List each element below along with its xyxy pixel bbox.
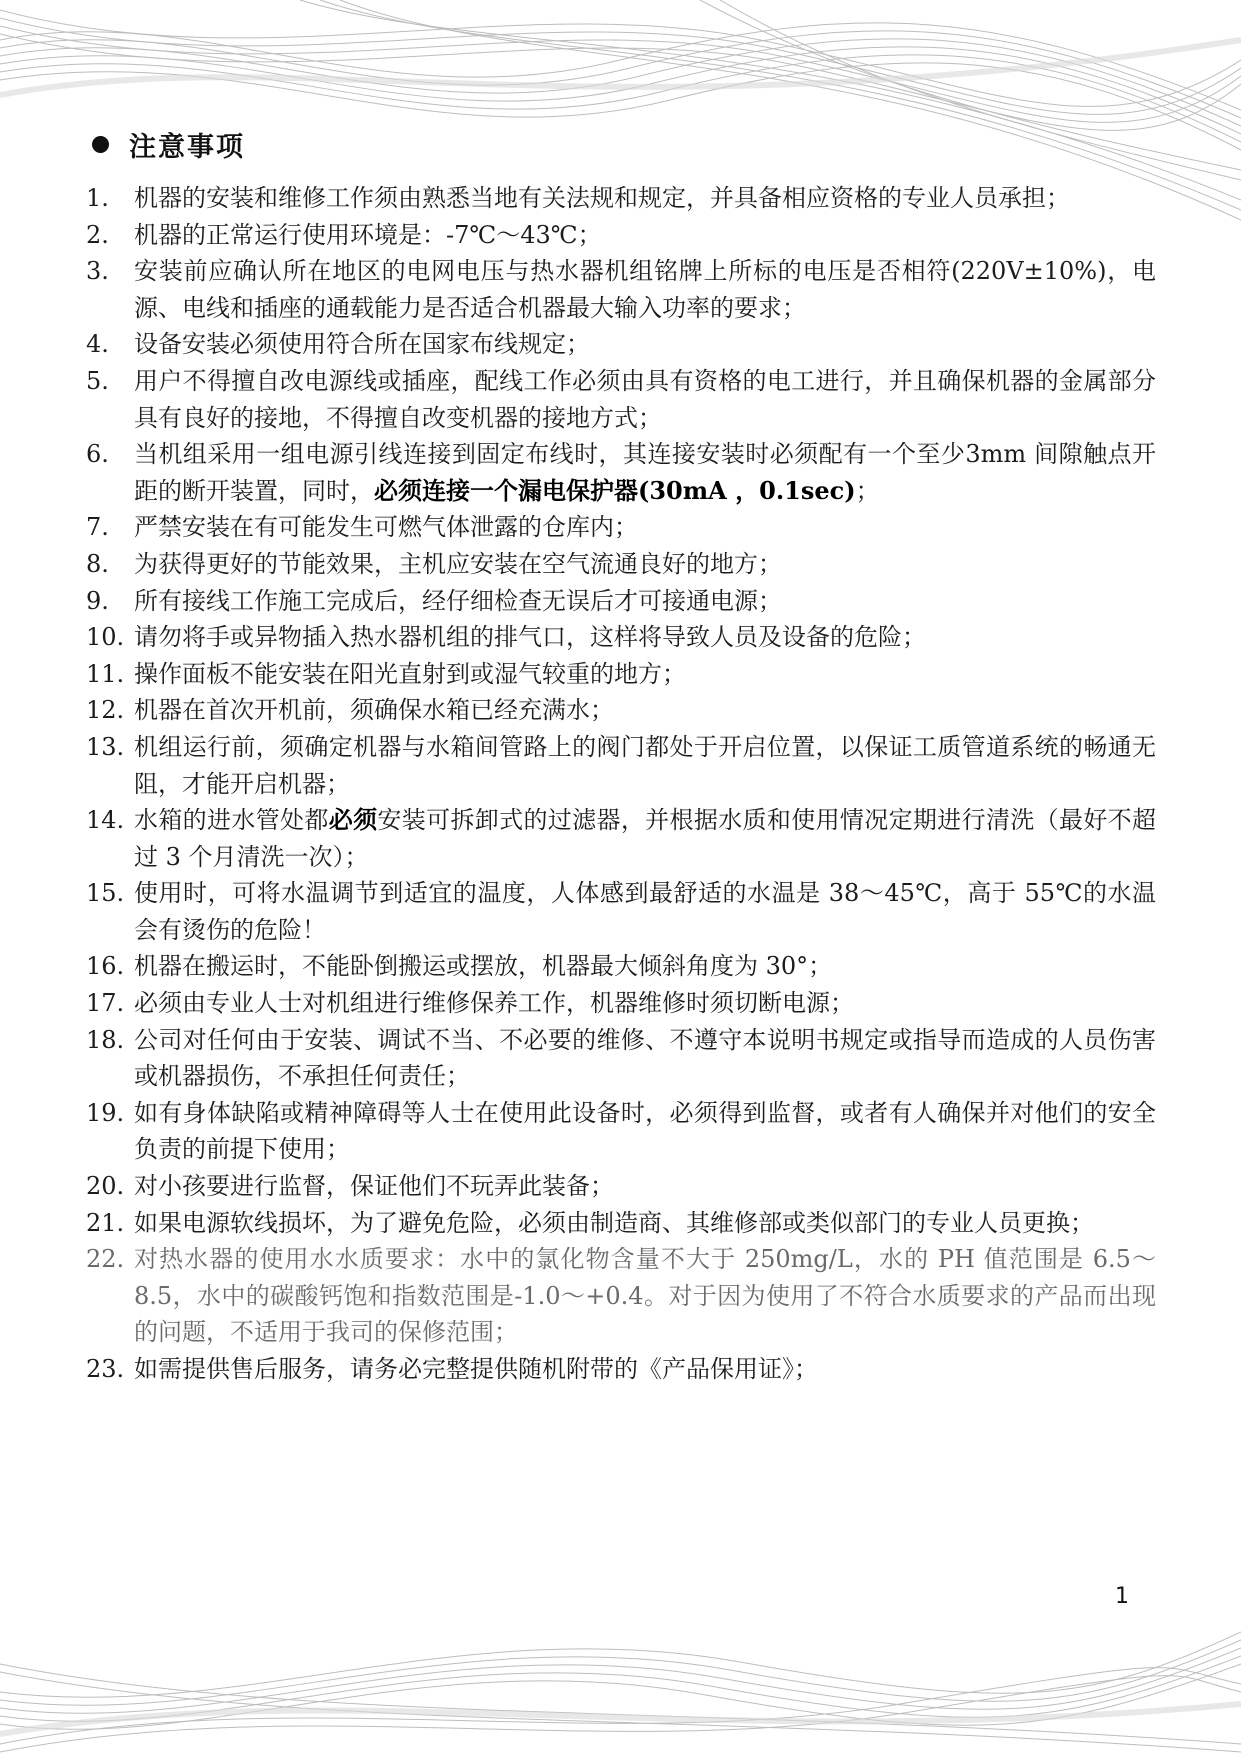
list-item bbox=[86, 1022, 1156, 1095]
item-number: 3. bbox=[86, 257, 109, 286]
bullet-dot-icon bbox=[92, 136, 109, 153]
decorative-bottom-waves bbox=[0, 1604, 1241, 1754]
list-item bbox=[86, 1168, 1156, 1205]
item-text: 如需提供售后服务，请务必完整提供随机附带的《产品保用证》； bbox=[134, 1355, 818, 1383]
item-text: 设备安装必须使用符合所在国家布线规定； bbox=[134, 330, 590, 359]
list-item bbox=[86, 802, 1156, 875]
list-item bbox=[86, 583, 1156, 620]
item-text: 为获得更好的节能效果，主机应安装在空气流通良好的地方； bbox=[134, 549, 782, 578]
item-text: 公司对任何由于安装、调试不当、不必要的维修、不遵守本说明书规定或指导而造成的人员伤害或机器损伤，不承担任何责任； bbox=[134, 1025, 1156, 1091]
item-text: 机器在搬运时，不能卧倒搬运或摆放，机器最大倾斜角度为 30°； bbox=[134, 952, 833, 981]
item-text: 所有接线工作施工完成后，经仔细检查无误后才可接通电源； bbox=[134, 586, 782, 615]
item-text: 机组运行前，须确定机器与水箱间管路上的阀门都处于开启位置，以保证工质管道系统的畅通无阻，才能开启机器； bbox=[134, 732, 1156, 798]
list-item bbox=[86, 363, 1156, 436]
item-number: 16. bbox=[86, 952, 125, 981]
item-number: 13. bbox=[86, 732, 125, 761]
item-number: 6. bbox=[86, 440, 109, 469]
item-number: 7. bbox=[86, 513, 109, 542]
list-item-water-quality bbox=[86, 1241, 1156, 1351]
item-number: 2. bbox=[86, 220, 109, 249]
section-heading bbox=[92, 125, 245, 164]
item-text: 必须由专业人士对机组进行维修保养工作，机器维修时须切断电源； bbox=[134, 989, 854, 1018]
item-text: 对小孩要进行监督，保证他们不玩弄此装备； bbox=[134, 1172, 614, 1201]
list-item bbox=[86, 253, 1156, 326]
item-number: 9. bbox=[86, 586, 109, 615]
list-item bbox=[86, 875, 1156, 948]
page-number: 1 bbox=[1115, 1584, 1129, 1609]
item-number: 4. bbox=[86, 330, 109, 359]
item-text: 用户不得擅自改电源线或插座，配线工作必须由具有资格的电工进行，并且确保机器的金属部分具有良好的接地，不得擅自改变机器的接地方式； bbox=[134, 366, 1156, 432]
item-number: 12. bbox=[86, 696, 125, 725]
item-text-emphasis: 必须连接一个漏电保护器(30mA ，0.1sec) bbox=[374, 475, 856, 505]
list-item bbox=[86, 1205, 1156, 1242]
section-title: 注意事项 bbox=[129, 132, 245, 163]
item-text: 机器在首次开机前，须确保水箱已经充满水； bbox=[134, 696, 614, 725]
list-item bbox=[86, 546, 1156, 583]
item-text: 机器的安装和维修工作须由熟悉当地有关法规和规定，并具备相应资格的专业人员承担； bbox=[134, 184, 1070, 212]
list-item bbox=[86, 1095, 1156, 1168]
item-number: 11. bbox=[86, 659, 125, 688]
item-text: 使用时，可将水温调节到适宜的温度，人体感到最舒适的水温是 38～45℃，高于 55℃的水温会有烫伤的危险！ bbox=[134, 879, 1156, 944]
list-item bbox=[86, 948, 1156, 985]
item-number: 15. bbox=[86, 879, 125, 908]
item-text: 如有身体缺陷或精神障碍等人士在使用此设备时，必须得到监督，或者有人确保并对他们的安全负责的前提下使用； bbox=[134, 1098, 1156, 1164]
item-text: 操作面板不能安装在阳光直射到或湿气较重的地方； bbox=[134, 659, 686, 688]
item-text: 如果电源软线损坏，为了避免危险，必须由制造商、其维修部或类似部门的专业人员更换； bbox=[134, 1208, 1094, 1237]
item-number: 5. bbox=[86, 366, 109, 395]
item-number: 20. bbox=[86, 1172, 125, 1201]
item-text-part: 水箱的进水管处都 bbox=[134, 806, 329, 835]
item-number: 10. bbox=[86, 623, 125, 652]
item-number: 8. bbox=[86, 549, 109, 578]
item-text: 安装前应确认所在地区的电网电压与热水器机组铭牌上所标的电压是否相符(220V±10%)，电源、电线和插座的通载能力是否适合机器最大输入功率的要求； bbox=[134, 257, 1156, 322]
item-number: 14. bbox=[86, 806, 125, 835]
item-text bbox=[134, 802, 1156, 875]
precautions-list bbox=[86, 180, 1156, 1388]
item-number: 1. bbox=[86, 184, 109, 212]
list-item bbox=[86, 692, 1156, 729]
list-item bbox=[86, 619, 1156, 656]
item-text: 请勿将手或异物插入热水器机组的排气口，这样将导致人员及设备的危险； bbox=[134, 623, 926, 652]
list-item bbox=[86, 436, 1156, 509]
item-text-part: 安装可拆卸式的过滤器，并根据水质和使用情况定期进行清洗（最好不超过 3 个月清洗一次）； bbox=[134, 806, 1157, 871]
item-text-part: ； bbox=[855, 476, 880, 505]
item-number: 21. bbox=[86, 1208, 125, 1237]
item-number: 23. bbox=[86, 1355, 125, 1383]
item-text: 对热水器的使用水水质要求：水中的氯化物含量不大于 250mg/L，水的 PH 值范围是 6.5～8.5，水中的碳酸钙饱和指数范围是-1.0～+0.4。对于因为使用了不符合水质要求的产品而出现的问题，不适用于我司的保修范围； bbox=[134, 1245, 1156, 1347]
list-item bbox=[86, 1351, 1156, 1388]
item-text: 严禁安装在有可能发生可燃气体泄露的仓库内； bbox=[134, 513, 638, 542]
item-text bbox=[134, 436, 1156, 509]
item-number: 22. bbox=[86, 1245, 125, 1274]
item-number: 18. bbox=[86, 1025, 125, 1054]
list-item bbox=[86, 217, 1156, 254]
list-item bbox=[86, 985, 1156, 1022]
list-item bbox=[86, 729, 1156, 802]
item-text-emphasis: 必须 bbox=[328, 805, 378, 835]
item-text-part: 当机组采用一组电源引线连接到固定布线时，其连接安装时必须配有一个至少3mm 间隙触点开距的断开装置，同时， bbox=[134, 440, 1156, 505]
list-item bbox=[86, 326, 1156, 363]
item-text: 机器的正常运行使用环境是：-7℃～43℃； bbox=[134, 220, 602, 249]
list-item bbox=[86, 180, 1156, 217]
item-number: 19. bbox=[86, 1098, 125, 1127]
item-number: 17. bbox=[86, 989, 125, 1018]
list-item bbox=[86, 509, 1156, 546]
list-item bbox=[86, 656, 1156, 693]
